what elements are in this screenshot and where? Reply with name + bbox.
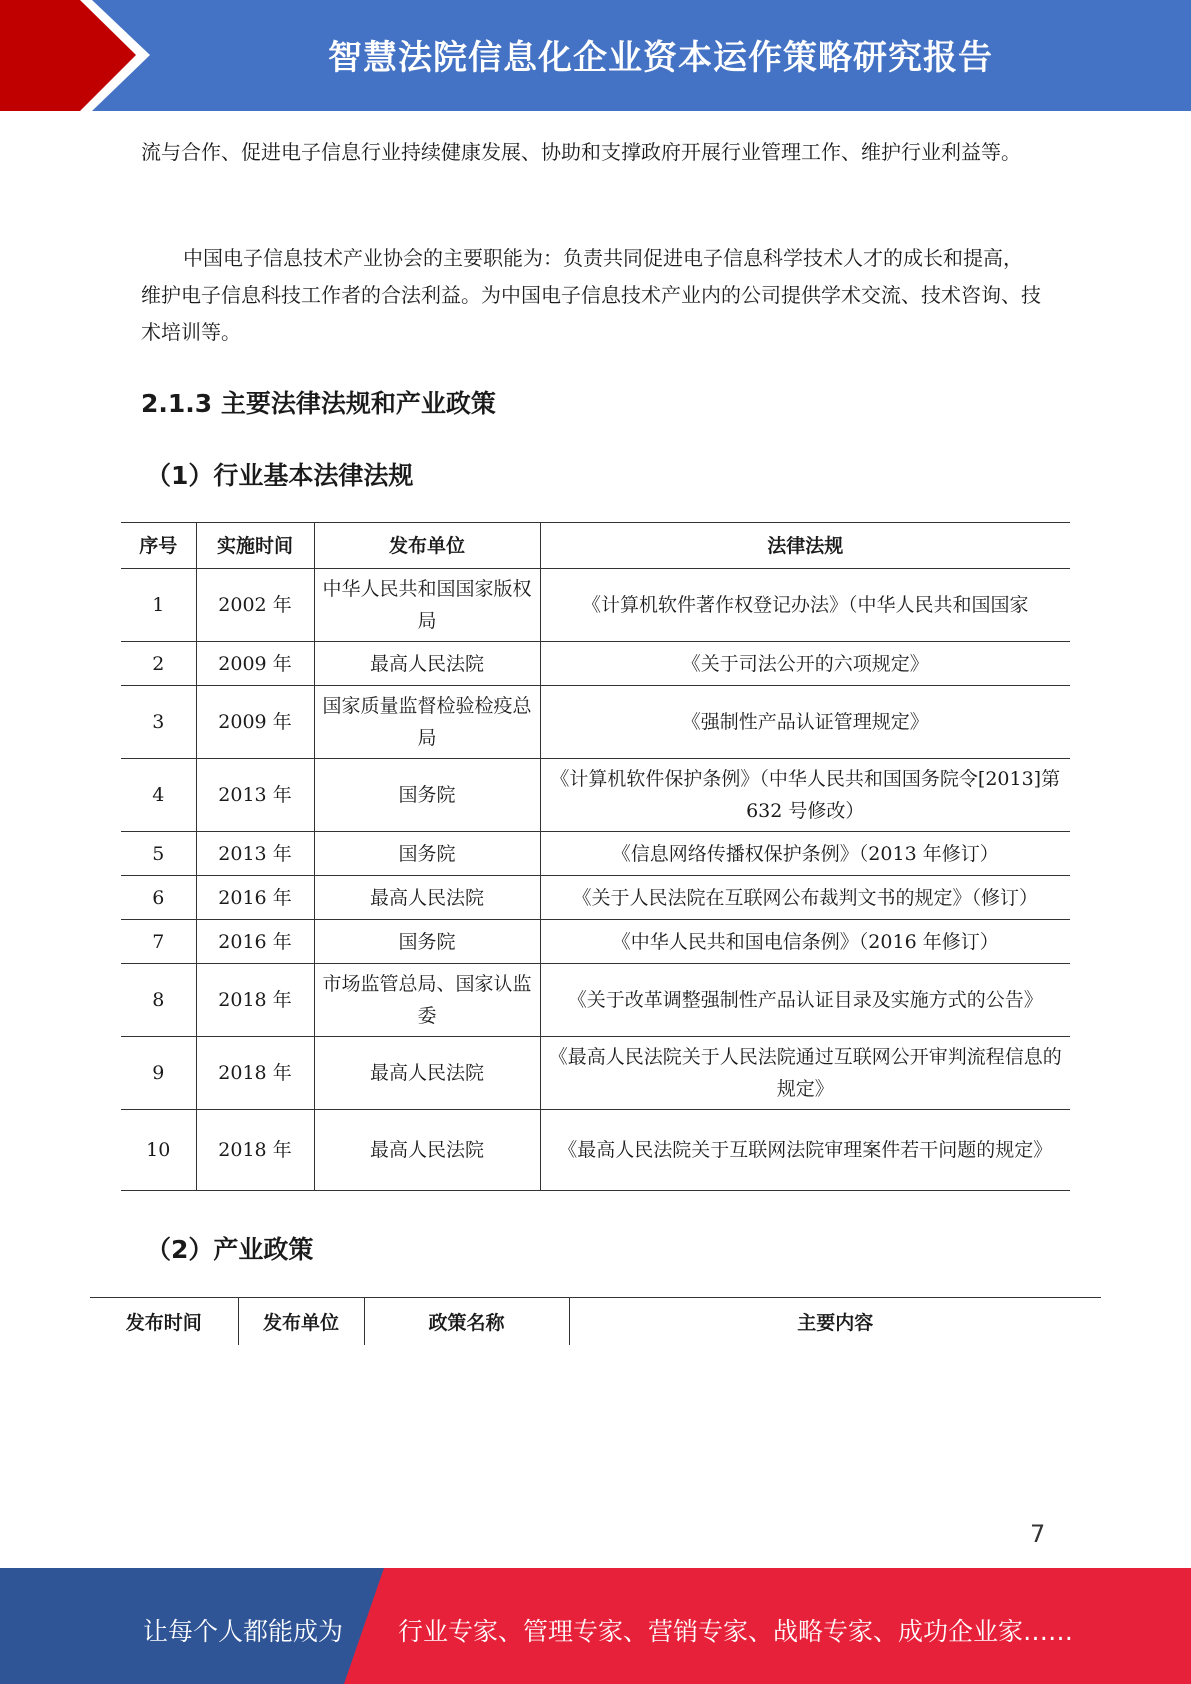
table-header-row [90,1298,1101,1346]
table-row [121,686,1070,759]
table-row [121,759,1070,832]
column-header: 序号 [121,523,196,569]
row-law: 《计算机软件保护条例》（中华人民共和国国务院令[2013]第 632 号修改） [540,759,1070,832]
row-date: 2016 年 [196,876,314,920]
row-law: 《关于司法公开的六项规定》 [540,642,1070,686]
page-number: 7 [1030,1520,1046,1548]
row-number: 4 [121,759,196,832]
table-row [121,832,1070,876]
policy-table [90,1297,1101,1345]
header-chevron-icon [0,0,160,111]
paragraph-continued: 流与合作、促进电子信息行业持续健康发展、协助和支撑政府开展行业管理工作、维护行业利益等。 [141,140,1021,164]
row-publisher: 市场监管总局、国家认监委 [314,964,540,1037]
column-header: 实施时间 [196,523,314,569]
row-publisher: 最高人民法院 [314,1110,540,1191]
row-number: 3 [121,686,196,759]
row-number: 5 [121,832,196,876]
row-number: 10 [121,1110,196,1191]
row-law: 《关于人民法院在互联网公布裁判文书的规定》（修订） [572,886,1038,909]
row-law: 《关于改革调整强制性产品认证目录及实施方式的公告》 [540,964,1070,1037]
row-date: 2002 年 [196,569,314,642]
row-number: 9 [121,1037,196,1110]
footer-slogan-right: 行业专家、管理专家、营销专家、战略专家、成功企业家…… [398,1617,1074,1646]
paragraph-association-duties: 中国电子信息技术产业协会的主要职能为：负责共同促进电子信息科学技术人才的成长和提高，维护电子信息科技工作者的合法利益。为中国电子信息技术产业内的公司提供学术交流、技术咨询、技术培训等。 [141,246,1041,344]
page-header [0,0,1191,111]
footer-slogan-left: 让每个人都能成为 [143,1617,344,1646]
row-publisher: 国家质量监督检验检疫总局 [314,686,540,759]
table-row [121,876,1070,920]
column-header: 主要内容 [569,1298,1101,1346]
row-publisher: 国务院 [314,832,540,876]
row-date: 2018 年 [196,964,314,1037]
report-title: 智慧法院信息化企业资本运作策略研究报告 [328,38,993,78]
column-header: 发布单位 [238,1298,364,1346]
row-date: 2018 年 [196,1110,314,1191]
row-date: 2018 年 [196,1037,314,1110]
column-header: 法律法规 [540,523,1070,569]
column-header: 发布单位 [314,523,540,569]
row-publisher: 最高人民法院 [314,642,540,686]
row-number: 2 [121,642,196,686]
laws-table [121,522,1070,1191]
section-heading: 2.1.3 主要法律法规和产业政策 [141,389,496,418]
row-publisher: 最高人民法院 [314,876,540,920]
column-header: 发布时间 [90,1298,238,1346]
page-footer [0,1568,1191,1684]
row-law: 《强制性产品认证管理规定》 [540,686,1070,759]
row-date: 2009 年 [196,686,314,759]
row-date: 2013 年 [196,832,314,876]
row-law: 《计算机软件著作权登记办法》（中华人民共和国国家 [540,569,1070,642]
row-law: 《信息网络传播权保护条例》（2013 年修订） [540,832,1070,876]
row-date: 2009 年 [196,642,314,686]
table-row [121,920,1070,964]
laws-heading: （1）行业基本法律法规 [146,461,414,490]
row-law: 《最高人民法院关于人民法院通过互联网公开审判流程信息的规定》 [540,1037,1070,1110]
column-header: 政策名称 [364,1298,569,1346]
row-date: 2016 年 [196,920,314,964]
row-publisher: 国务院 [314,759,540,832]
row-number: 1 [121,569,196,642]
row-number: 8 [121,964,196,1037]
table-row [121,1037,1070,1110]
table-row [121,1110,1070,1191]
row-publisher: 中华人民共和国国家版权局 [314,569,540,642]
table-row [121,569,1070,642]
row-law: 《最高人民法院关于互联网法院审理案件若干问题的规定》 [540,1110,1070,1191]
table-row [121,642,1070,686]
row-date: 2013 年 [196,759,314,832]
policy-heading: （2）产业政策 [146,1235,314,1264]
table-header-row [121,523,1070,569]
row-number: 7 [121,920,196,964]
row-publisher: 最高人民法院 [314,1037,540,1110]
row-law: 《中华人民共和国电信条例》（2016 年修订） [540,920,1070,964]
row-number: 6 [121,876,196,920]
table-row [121,964,1070,1037]
row-publisher: 国务院 [314,920,540,964]
